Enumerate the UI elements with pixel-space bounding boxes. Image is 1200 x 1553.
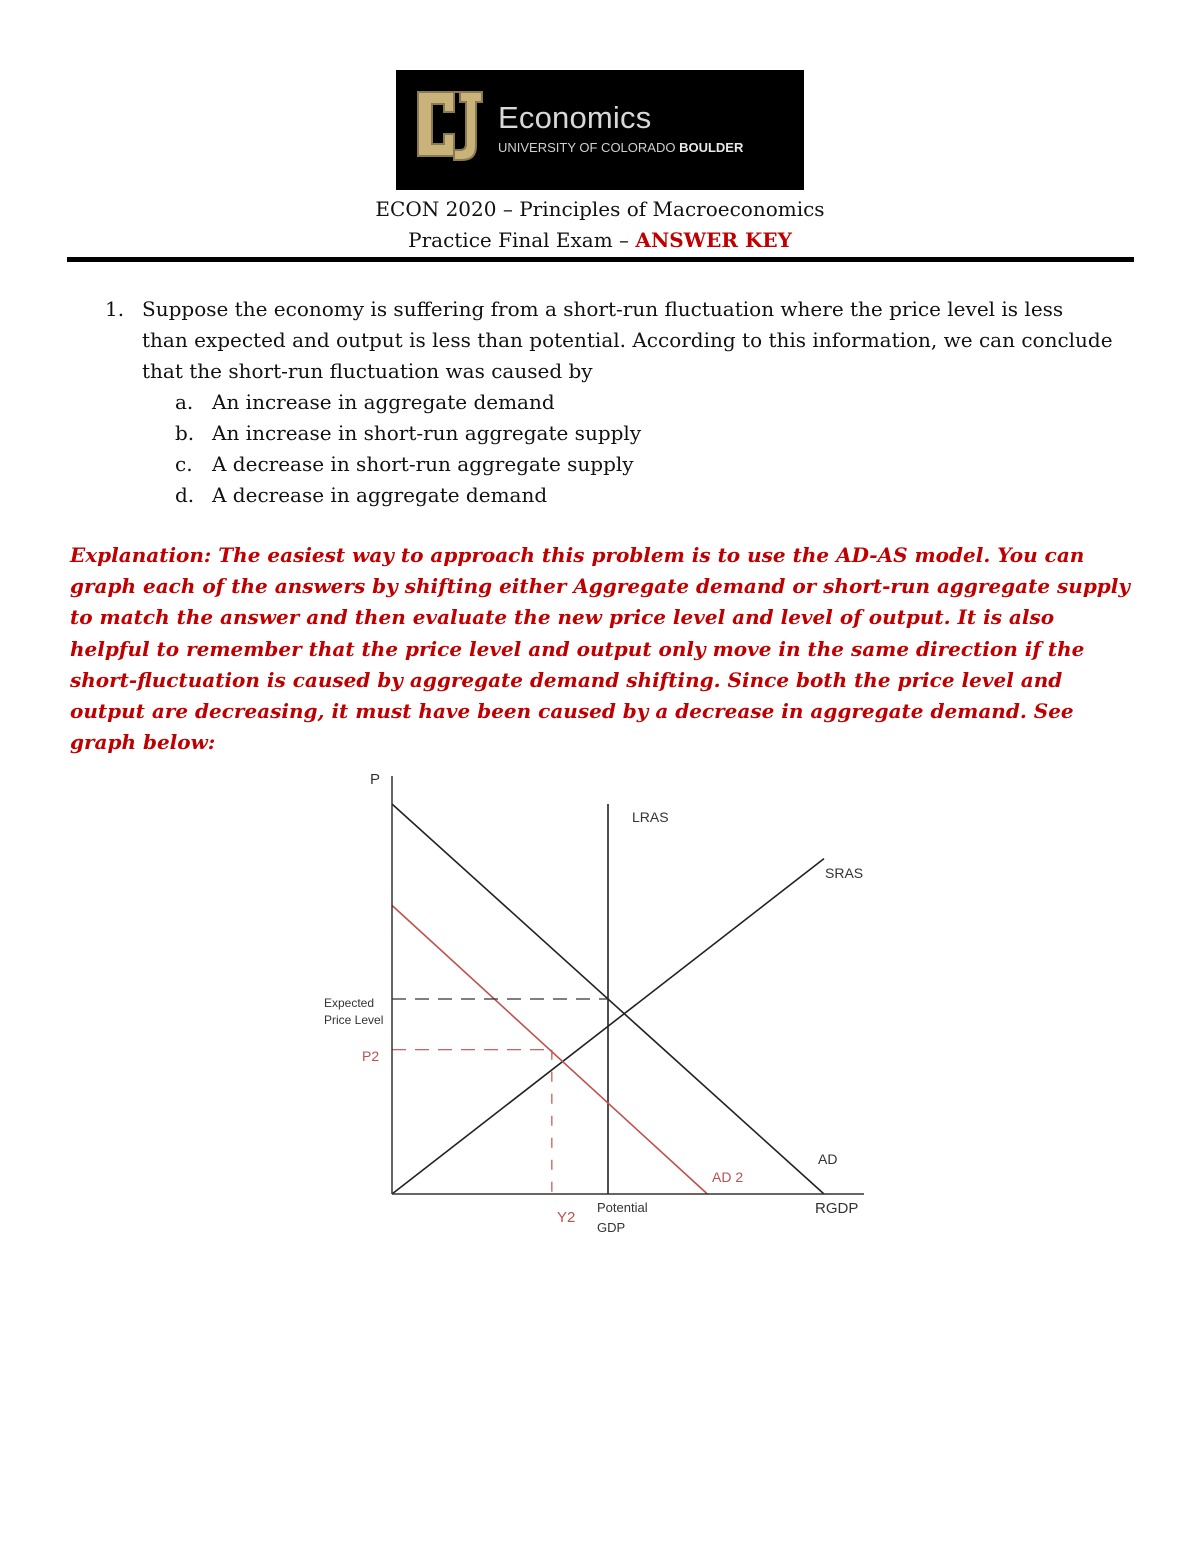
logo-title: Economics [498, 100, 652, 135]
potential-gdp-label-line1: Potential [597, 1200, 648, 1215]
ad2-label: AD 2 [712, 1169, 744, 1185]
option-a: a. An increase in aggregate demand [175, 390, 555, 414]
option-d: d. A decrease in aggregate demand [175, 483, 548, 507]
potential-gdp-label-line2: GDP [597, 1220, 626, 1235]
expected-price-label-line1: Expected [324, 996, 375, 1010]
cu-logo-icon [414, 86, 486, 172]
course-title: ECON 2020 – Principles of Macroeconomics [375, 197, 825, 221]
answer-key-label: ANSWER KEY [635, 228, 792, 252]
question-number: 1. [105, 297, 125, 321]
logo-subtitle: UNIVERSITY OF COLORADO BOULDER [498, 140, 744, 155]
rgdp-axis-label: RGDP [815, 1200, 859, 1217]
explanation-text: Explanation: The easiest way to approach this problem is to use the AD-AS model. You can graph each of the answers by shifting either Aggregate demand or short-run aggregate supply to match the answer and then evaluate the new price level and level of output. It is also helpful to remember that the price level and output only move in the same direction if the short-fluctuation is caused by aggregate demand shifting. Since both the price level and output are decreasing, it must have been caused by a decrease in aggregate demand. See graph below: [70, 543, 1131, 755]
sras-label: SRAS [825, 865, 864, 881]
option-b: b. An increase in short-run aggregate supply [175, 421, 642, 445]
p-axis-label: P [370, 771, 381, 788]
cu-economics-logo [396, 70, 804, 190]
question-1 [105, 294, 1115, 511]
p2-label: P2 [362, 1048, 380, 1064]
ad-as-chart [310, 760, 890, 1250]
answer-options [105, 387, 1115, 511]
lras-label: LRAS [632, 809, 669, 825]
exam-title: Practice Final Exam – ANSWER KEY [408, 228, 792, 252]
header-divider [67, 257, 1134, 262]
y2-label: Y2 [557, 1209, 576, 1226]
option-c: c. A decrease in short-run aggregate supply [175, 452, 634, 476]
ad-label: AD [818, 1151, 838, 1167]
expected-price-label-line2: Price Level [324, 1013, 384, 1027]
question-text: Suppose the economy is suffering from a short-run fluctuation where the price level is less than expected and output is less than potential. According to this information, we can conclude that the short-run fluctuation was caused by [142, 297, 1113, 383]
